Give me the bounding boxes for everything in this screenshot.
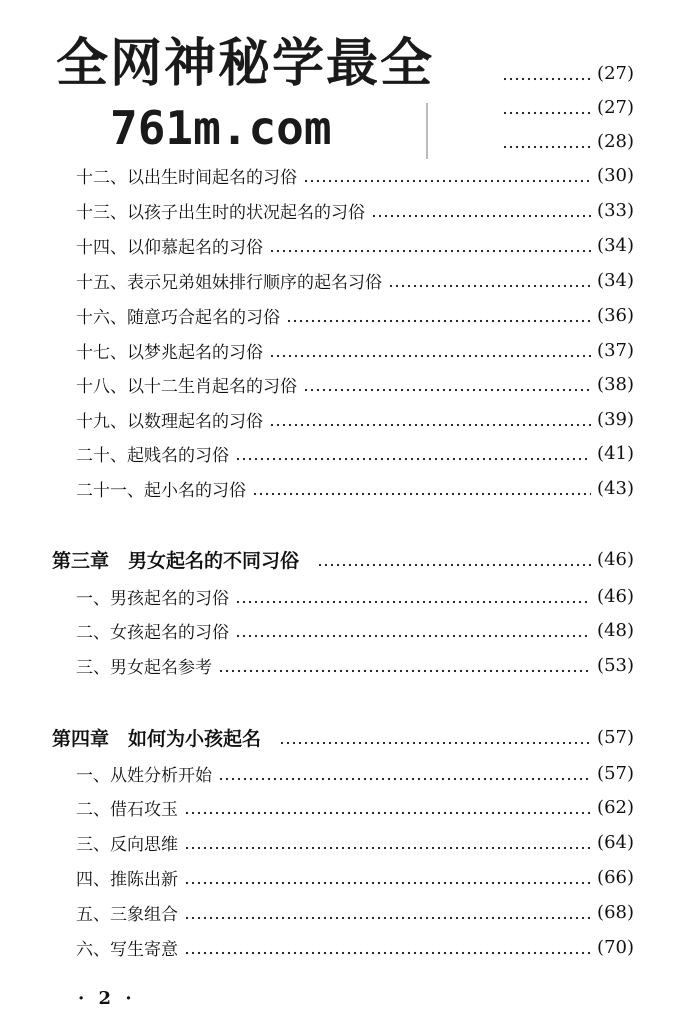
page-number: (46) <box>597 548 634 570</box>
toc-entry <box>76 930 634 964</box>
page-number: (34) <box>597 234 634 256</box>
dot-leader <box>388 263 591 297</box>
toc-entry <box>76 825 634 859</box>
page-number: (68) <box>597 901 634 923</box>
entry-title: 十四、以仰慕起名的习俗 <box>76 237 263 258</box>
page-number: (39) <box>597 408 634 430</box>
page-number: (37) <box>597 339 634 361</box>
toc-entry <box>76 333 634 367</box>
toc-entry <box>76 756 634 790</box>
page-number: (57) <box>597 726 634 748</box>
toc-entry <box>76 648 634 682</box>
entry-title: 四、推陈出新 <box>76 869 178 890</box>
dot-leader <box>269 333 591 367</box>
page-number: (46) <box>597 585 634 607</box>
toc-entry <box>76 790 634 824</box>
dot-leader <box>371 193 591 227</box>
page-number: (34) <box>597 269 634 291</box>
page-number: (62) <box>597 796 634 818</box>
toc-entry <box>76 436 634 470</box>
toc-entry <box>76 298 634 332</box>
dot-leader <box>184 930 591 964</box>
page-number: (57) <box>597 762 634 784</box>
toc-entry <box>76 613 634 647</box>
dot-leader <box>502 56 591 90</box>
page-number: (30) <box>597 164 634 186</box>
chapter-heading <box>52 542 634 576</box>
dot-leader <box>218 648 591 682</box>
entry-title: 二十一、起小名的习俗 <box>76 480 246 501</box>
entry-title: 一、男孩起名的习俗 <box>76 588 229 609</box>
page-number: (43) <box>597 477 634 499</box>
dot-leader <box>184 895 591 929</box>
dot-leader <box>502 124 591 158</box>
dot-leader <box>279 720 591 754</box>
entry-title: 二、借石攻玉 <box>76 799 178 820</box>
toc-entry-obscured <box>496 124 634 158</box>
page-number: (27) <box>597 62 634 84</box>
dot-leader <box>269 228 591 262</box>
toc-entry <box>76 193 634 227</box>
page-number: (41) <box>597 442 634 464</box>
chapter-title: 第四章 如何为小孩起名 <box>52 727 262 750</box>
entry-title: 二、女孩起名的习俗 <box>76 622 229 643</box>
entry-title: 五、三象组合 <box>76 904 178 925</box>
entry-title: 十六、随意巧合起名的习俗 <box>76 307 280 328</box>
watermark-title: 全网神秘学最全 <box>56 34 435 94</box>
toc-entry <box>76 895 634 929</box>
entry-title: 十九、以数理起名的习俗 <box>76 411 263 432</box>
entry-title: 三、男女起名参考 <box>76 657 212 678</box>
dot-leader <box>269 402 591 436</box>
dot-leader <box>235 579 591 613</box>
entry-title: 三、反向思维 <box>76 834 178 855</box>
entry-title: 十五、表示兄弟姐妹排行顺序的起名习俗 <box>76 272 382 293</box>
entry-title: 十八、以十二生肖起名的习俗 <box>76 376 297 397</box>
page-number: (28) <box>597 130 634 152</box>
entry-title: 十三、以孩子出生时的状况起名的习俗 <box>76 202 365 223</box>
watermark-url: 761m.com <box>110 101 332 155</box>
dot-leader <box>218 756 591 790</box>
toc-entry <box>76 228 634 262</box>
dot-leader <box>303 158 591 192</box>
toc-entry <box>76 471 634 505</box>
page-number: (70) <box>597 936 634 958</box>
toc-entry <box>76 579 634 613</box>
dot-leader <box>235 436 591 470</box>
toc-entry <box>76 860 634 894</box>
entry-title: 六、写生寄意 <box>76 939 178 960</box>
page-number: (48) <box>597 619 634 641</box>
entry-title: 十二、以出生时间起名的习俗 <box>76 167 297 188</box>
toc-entry-obscured <box>496 56 634 90</box>
dot-leader <box>184 790 591 824</box>
toc-entry <box>76 263 634 297</box>
page-number: (53) <box>597 654 634 676</box>
page-number: (38) <box>597 373 634 395</box>
dot-leader <box>303 367 591 401</box>
page-number: (33) <box>597 199 634 221</box>
watermark-overlay <box>50 15 435 165</box>
chapter-heading <box>52 720 634 754</box>
entry-title: 十七、以梦兆起名的习俗 <box>76 342 263 363</box>
dot-leader <box>235 613 591 647</box>
page-footer-number: · 2 · <box>78 988 136 1009</box>
page-number: (66) <box>597 866 634 888</box>
dot-leader <box>184 860 591 894</box>
dot-leader <box>502 90 591 124</box>
page-number: (36) <box>597 304 634 326</box>
page-number: (64) <box>597 831 634 853</box>
dot-leader <box>286 298 591 332</box>
toc-entry <box>76 402 634 436</box>
toc-entry <box>76 367 634 401</box>
entry-title: 二十、起贱名的习俗 <box>76 445 229 466</box>
toc-entry-obscured <box>496 90 634 124</box>
watermark-divider <box>426 103 428 159</box>
chapter-title: 第三章 男女起名的不同习俗 <box>52 549 300 572</box>
dot-leader <box>252 471 591 505</box>
dot-leader <box>184 825 591 859</box>
page-number: (27) <box>597 96 634 118</box>
toc-entry <box>76 158 634 192</box>
dot-leader <box>317 542 591 576</box>
entry-title: 一、从姓分析开始 <box>76 765 212 786</box>
